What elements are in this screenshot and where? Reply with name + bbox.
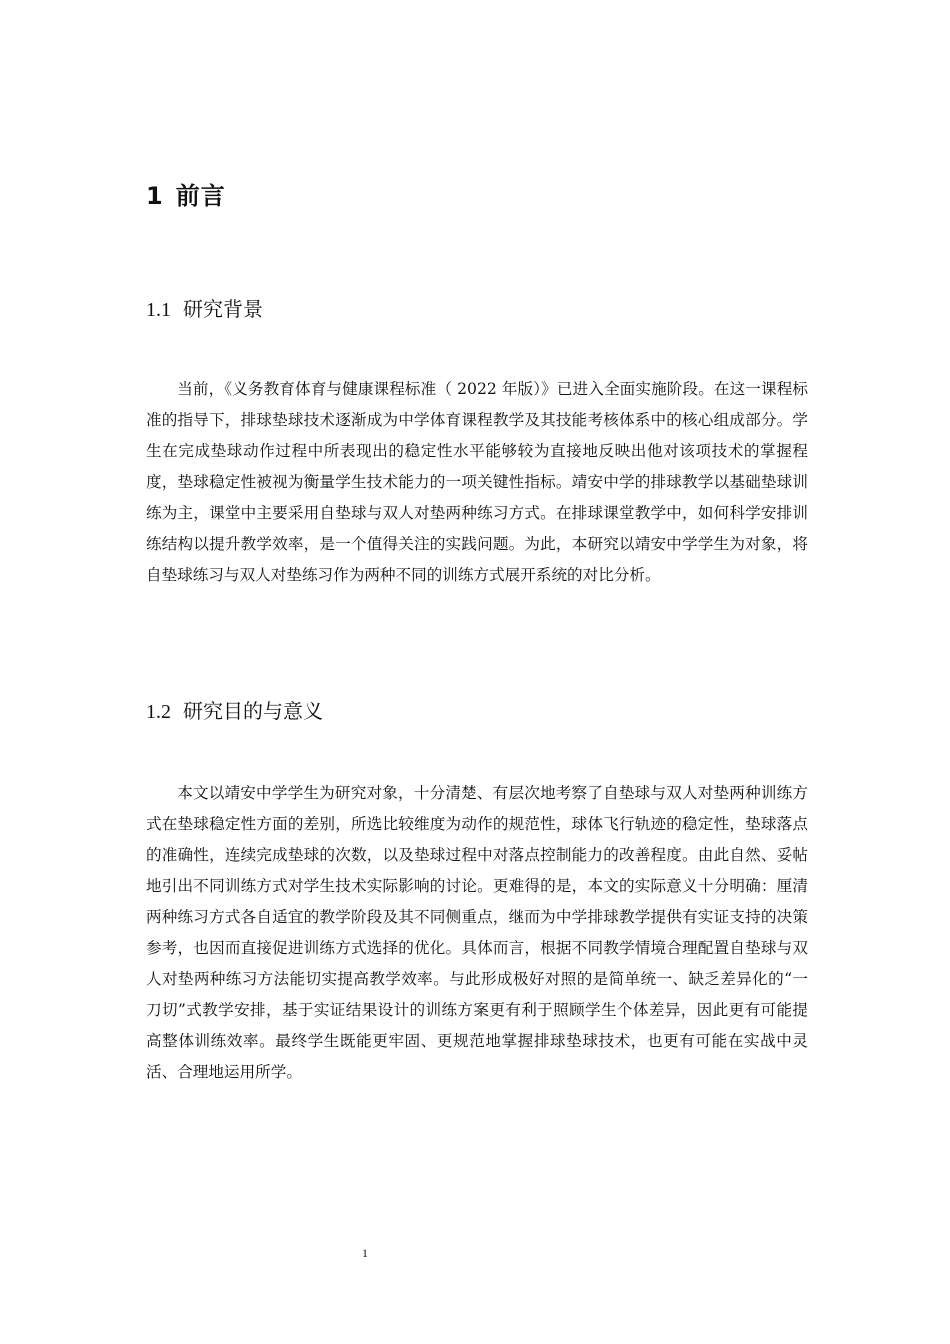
- section-heading-purpose: [146, 695, 323, 724]
- section-heading-background: [146, 293, 263, 322]
- section-title: 研究目的与意义: [183, 699, 323, 723]
- page-number: 1: [362, 1246, 368, 1260]
- chapter-number: 1: [146, 182, 164, 210]
- chapter-heading: [146, 176, 226, 211]
- section-title: 研究背景: [183, 297, 263, 321]
- background-paragraph: 当前，《义务教育体育与健康课程标准（ 2022 年版）》已进入全面实施阶段。在这一课程标准的指导下，排球垫球技术逐渐成为中学体育课程教学及其技能考核体系中的核心组成部分。学生在完成垫球动作过程中所表现出的稳定性水平能够较为直接地反映出他对该项技术的掌握程度，垫球稳定性被视为衡量学生技术能力的一项关键性指标。靖安中学的排球教学以基础垫球训练为主，课堂中主要采用自垫球与双人对垫两种练习方式。在排球课堂教学中，如何科学安排训练结构以提升教学效率，是一个值得关注的实践问题。为此，本研究以靖安中学学生为对象，将自垫球练习与双人对垫练习作为两种不同的训练方式展开系统的对比分析。: [146, 380, 808, 584]
- purpose-paragraph: 本文以靖安中学学生为研究对象，十分清楚、有层次地考察了自垫球与双人对垫两种训练方式在垫球稳定性方面的差别，所选比较维度为动作的规范性，球体飞行轨迹的稳定性，垫球落点的准确性，连续完成垫球的次数，以及垫球过程中对落点控制能力的改善程度。由此自然、妥帖地引出不同训练方式对学生技术实际影响的讨论。更难得的是，本文的实际意义十分明确：厘清两种练习方式各自适宜的教学阶段及其不同侧重点，继而为中学排球教学提供有实证支持的决策参考，也因而直接促进训练方式选择的优化。具体而言，根据不同教学情境合理配置自垫球与双人对垫两种练习方法能切实提高教学效率。与此形成极好对照的是简单统一、缺乏差异化的“一刀切”式教学安排，基于实证结果设计的训练方案更有利于照顾学生个体差异，因此更有可能提高整体训练效率。最终学生既能更牢固、更规范地掌握排球垫球技术，也更有可能在实战中灵活、合理地运用所学。: [146, 784, 808, 1081]
- chapter-title: 前言: [175, 182, 226, 210]
- section-number: 1.1: [146, 299, 171, 321]
- section-number: 1.2: [146, 701, 171, 723]
